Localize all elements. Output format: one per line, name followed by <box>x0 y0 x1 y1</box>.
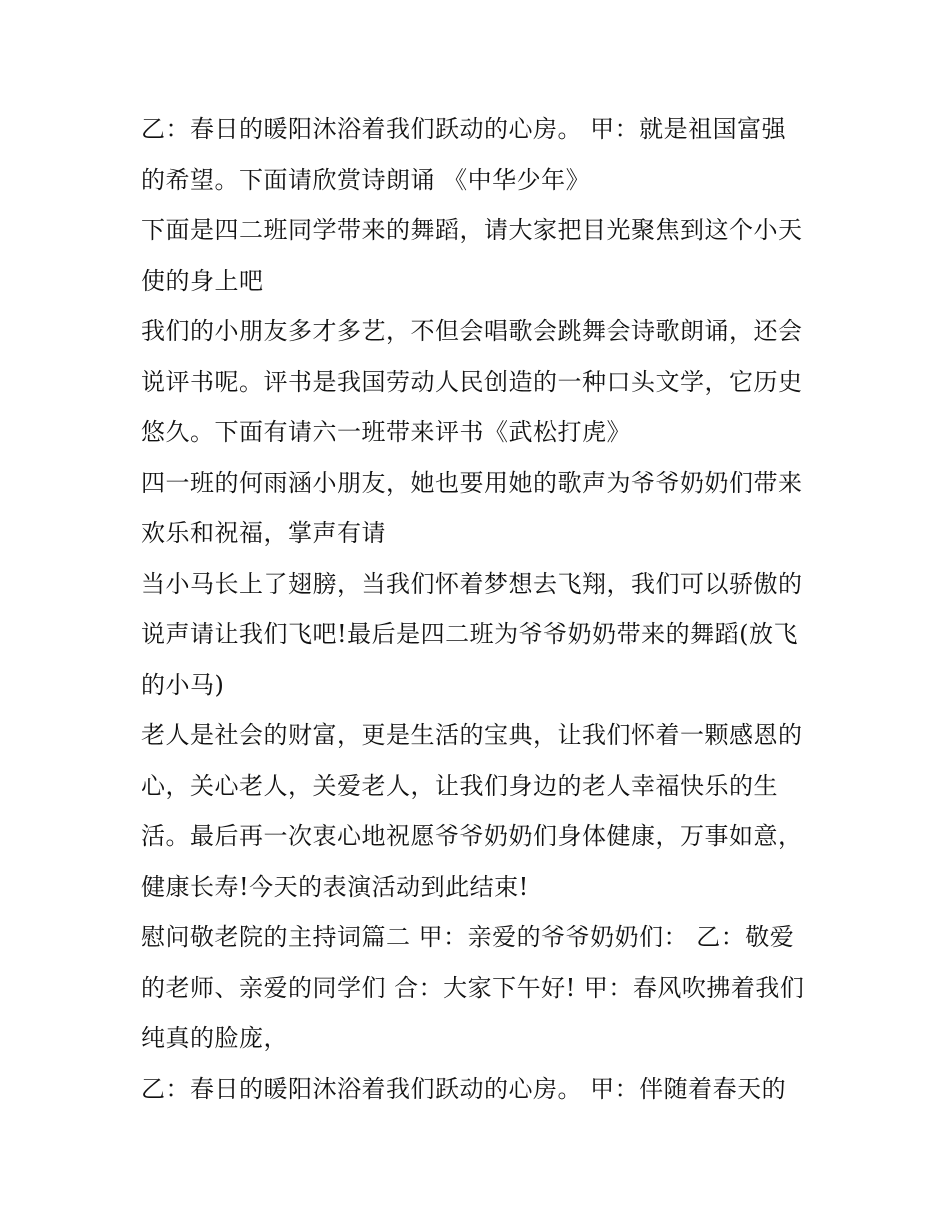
document-body <box>141 104 821 1114</box>
text-line: 的老师、亲爱的同学们 合：大家下午好! 甲：春风吹拂着我们 <box>141 973 805 1002</box>
text-line: 悠久。下面有请六一班带来评书《武松打虎》 <box>141 418 631 446</box>
text-line: 欢乐和祝福，掌声有请 <box>141 519 386 547</box>
text-line: 四一班的何雨涵小朋友，她也要用她的歌声为爷爷奶奶们带来 <box>141 468 803 497</box>
text-line: 纯真的脸庞， <box>141 1024 288 1052</box>
text-line: 乙：春日的暖阳沐浴着我们跃动的心房。 甲：就是祖国富强 <box>141 115 787 143</box>
text-line: 下面是四二班同学带来的舞蹈，请大家把目光聚焦到这个小天 <box>141 216 803 244</box>
text-line: 慰问敬老院的主持词篇二 甲：亲爱的爷爷奶奶们： 乙：敬爱 <box>141 923 795 951</box>
text-line: 活。最后再一次衷心地祝愿爷爷奶奶们身体健康，万事如意， <box>141 822 803 850</box>
text-line: 我们的小朋友多才多艺，不但会唱歌会跳舞会诗歌朗诵，还会 <box>141 317 803 345</box>
text-line: 说声请让我们飞吧!最后是四二班为爷爷奶奶带来的舞蹈(放飞 <box>141 620 799 648</box>
text-line: 当小马长上了翅膀，当我们怀着梦想去飞翔，我们可以骄傲的 <box>141 569 803 598</box>
text-line: 健康长寿!今天的表演活动到此结束! <box>141 872 529 901</box>
text-line: 的希望。下面请欣赏诗朗诵 《中华少年》 <box>141 165 591 194</box>
text-line: 的小马) <box>141 670 225 699</box>
text-line: 乙：春日的暖阳沐浴着我们跃动的心房。 甲：伴随着春天的 <box>141 1074 787 1103</box>
text-line: 心，关心老人，关爱老人，让我们身边的老人幸福快乐的生 <box>141 771 778 800</box>
text-line: 说评书呢。评书是我国劳动人民创造的一种口头文学，它历史 <box>141 367 803 396</box>
text-line: 老人是社会的财富，更是生活的宝典，让我们怀着一颗感恩的 <box>141 721 803 749</box>
text-line: 使的身上吧 <box>141 266 264 295</box>
